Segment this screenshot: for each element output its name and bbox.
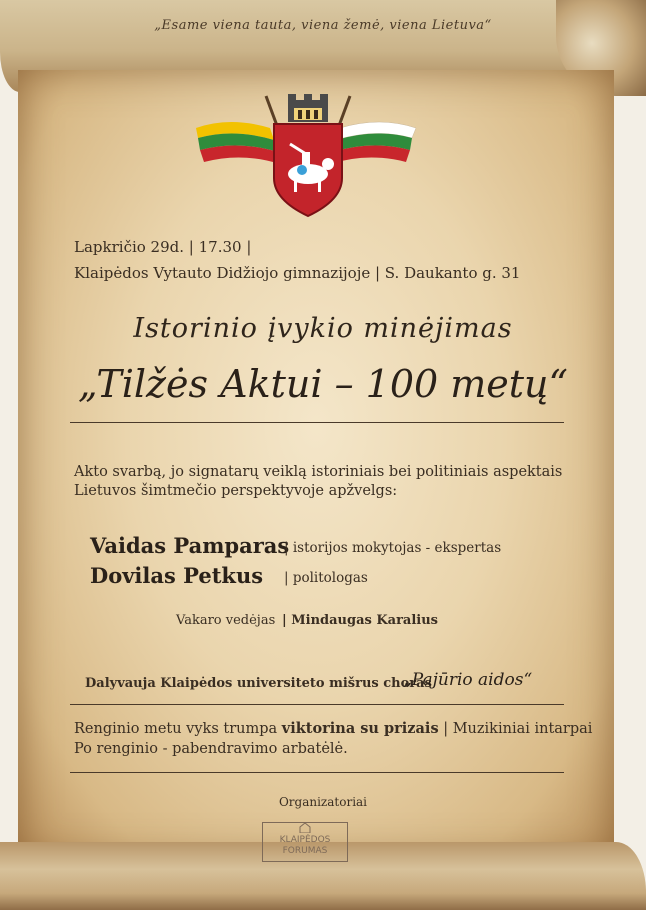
organizers-label: Organizatoriai [278,795,368,809]
speaker-role: | politologas [284,570,368,586]
speaker-name: Dovilas Petkus [90,563,264,588]
choir-name: „Pajūrio aidos“ [403,670,533,690]
organizer-logo [262,822,348,862]
bottom-divider [70,772,564,773]
host-name: | Mindaugas Karalius [282,613,438,628]
quiz-note [74,719,592,739]
logo-line1: KLAIPĖDOS [279,835,331,845]
section-divider [70,704,564,705]
host-label: Vakaro vedėjas [176,613,276,628]
logo-emblem-icon [263,823,347,835]
choir-text: Dalyvauja Klaipėdos universiteto mišrus choras [85,676,432,691]
after-event-note: Po renginio - pabendravimo arbatėlė. [74,741,348,757]
logo-line2: FORUMAS [282,846,328,856]
speaker-name: Vaidas Pamparas [90,533,290,558]
speaker-role: | istorijos mokytojas - ekspertas [284,540,502,556]
quiz-highlight: viktorina su prizais [281,720,439,737]
event-date-time: Lapkričio 29d. | 17.30 | [74,238,252,256]
coat-of-arms-icon [190,88,420,220]
event-title-line1: Istorinio įvykio minėjimas [133,313,513,344]
music-note: | Muzikiniai intarpai [443,721,593,737]
quiz-prefix: Renginio metu vyks trumpa [74,721,278,737]
title-divider [70,422,564,423]
motto: „Esame viena tauta, viena žemė, viena Lietuva“ [154,18,492,33]
event-title-line2: „Tilžės Aktui – 100 metų“ [78,362,568,406]
event-location: Klaipėdos Vytauto Didžiojo gimnazijoje | S. Daukanto g. 31 [74,264,521,282]
event-description: Akto svarbą, jo signatarų veiklą istoriniais bei politiniais aspektais Lietuvos šimtmečio perspektyvoje apžvelgs: [74,464,563,499]
